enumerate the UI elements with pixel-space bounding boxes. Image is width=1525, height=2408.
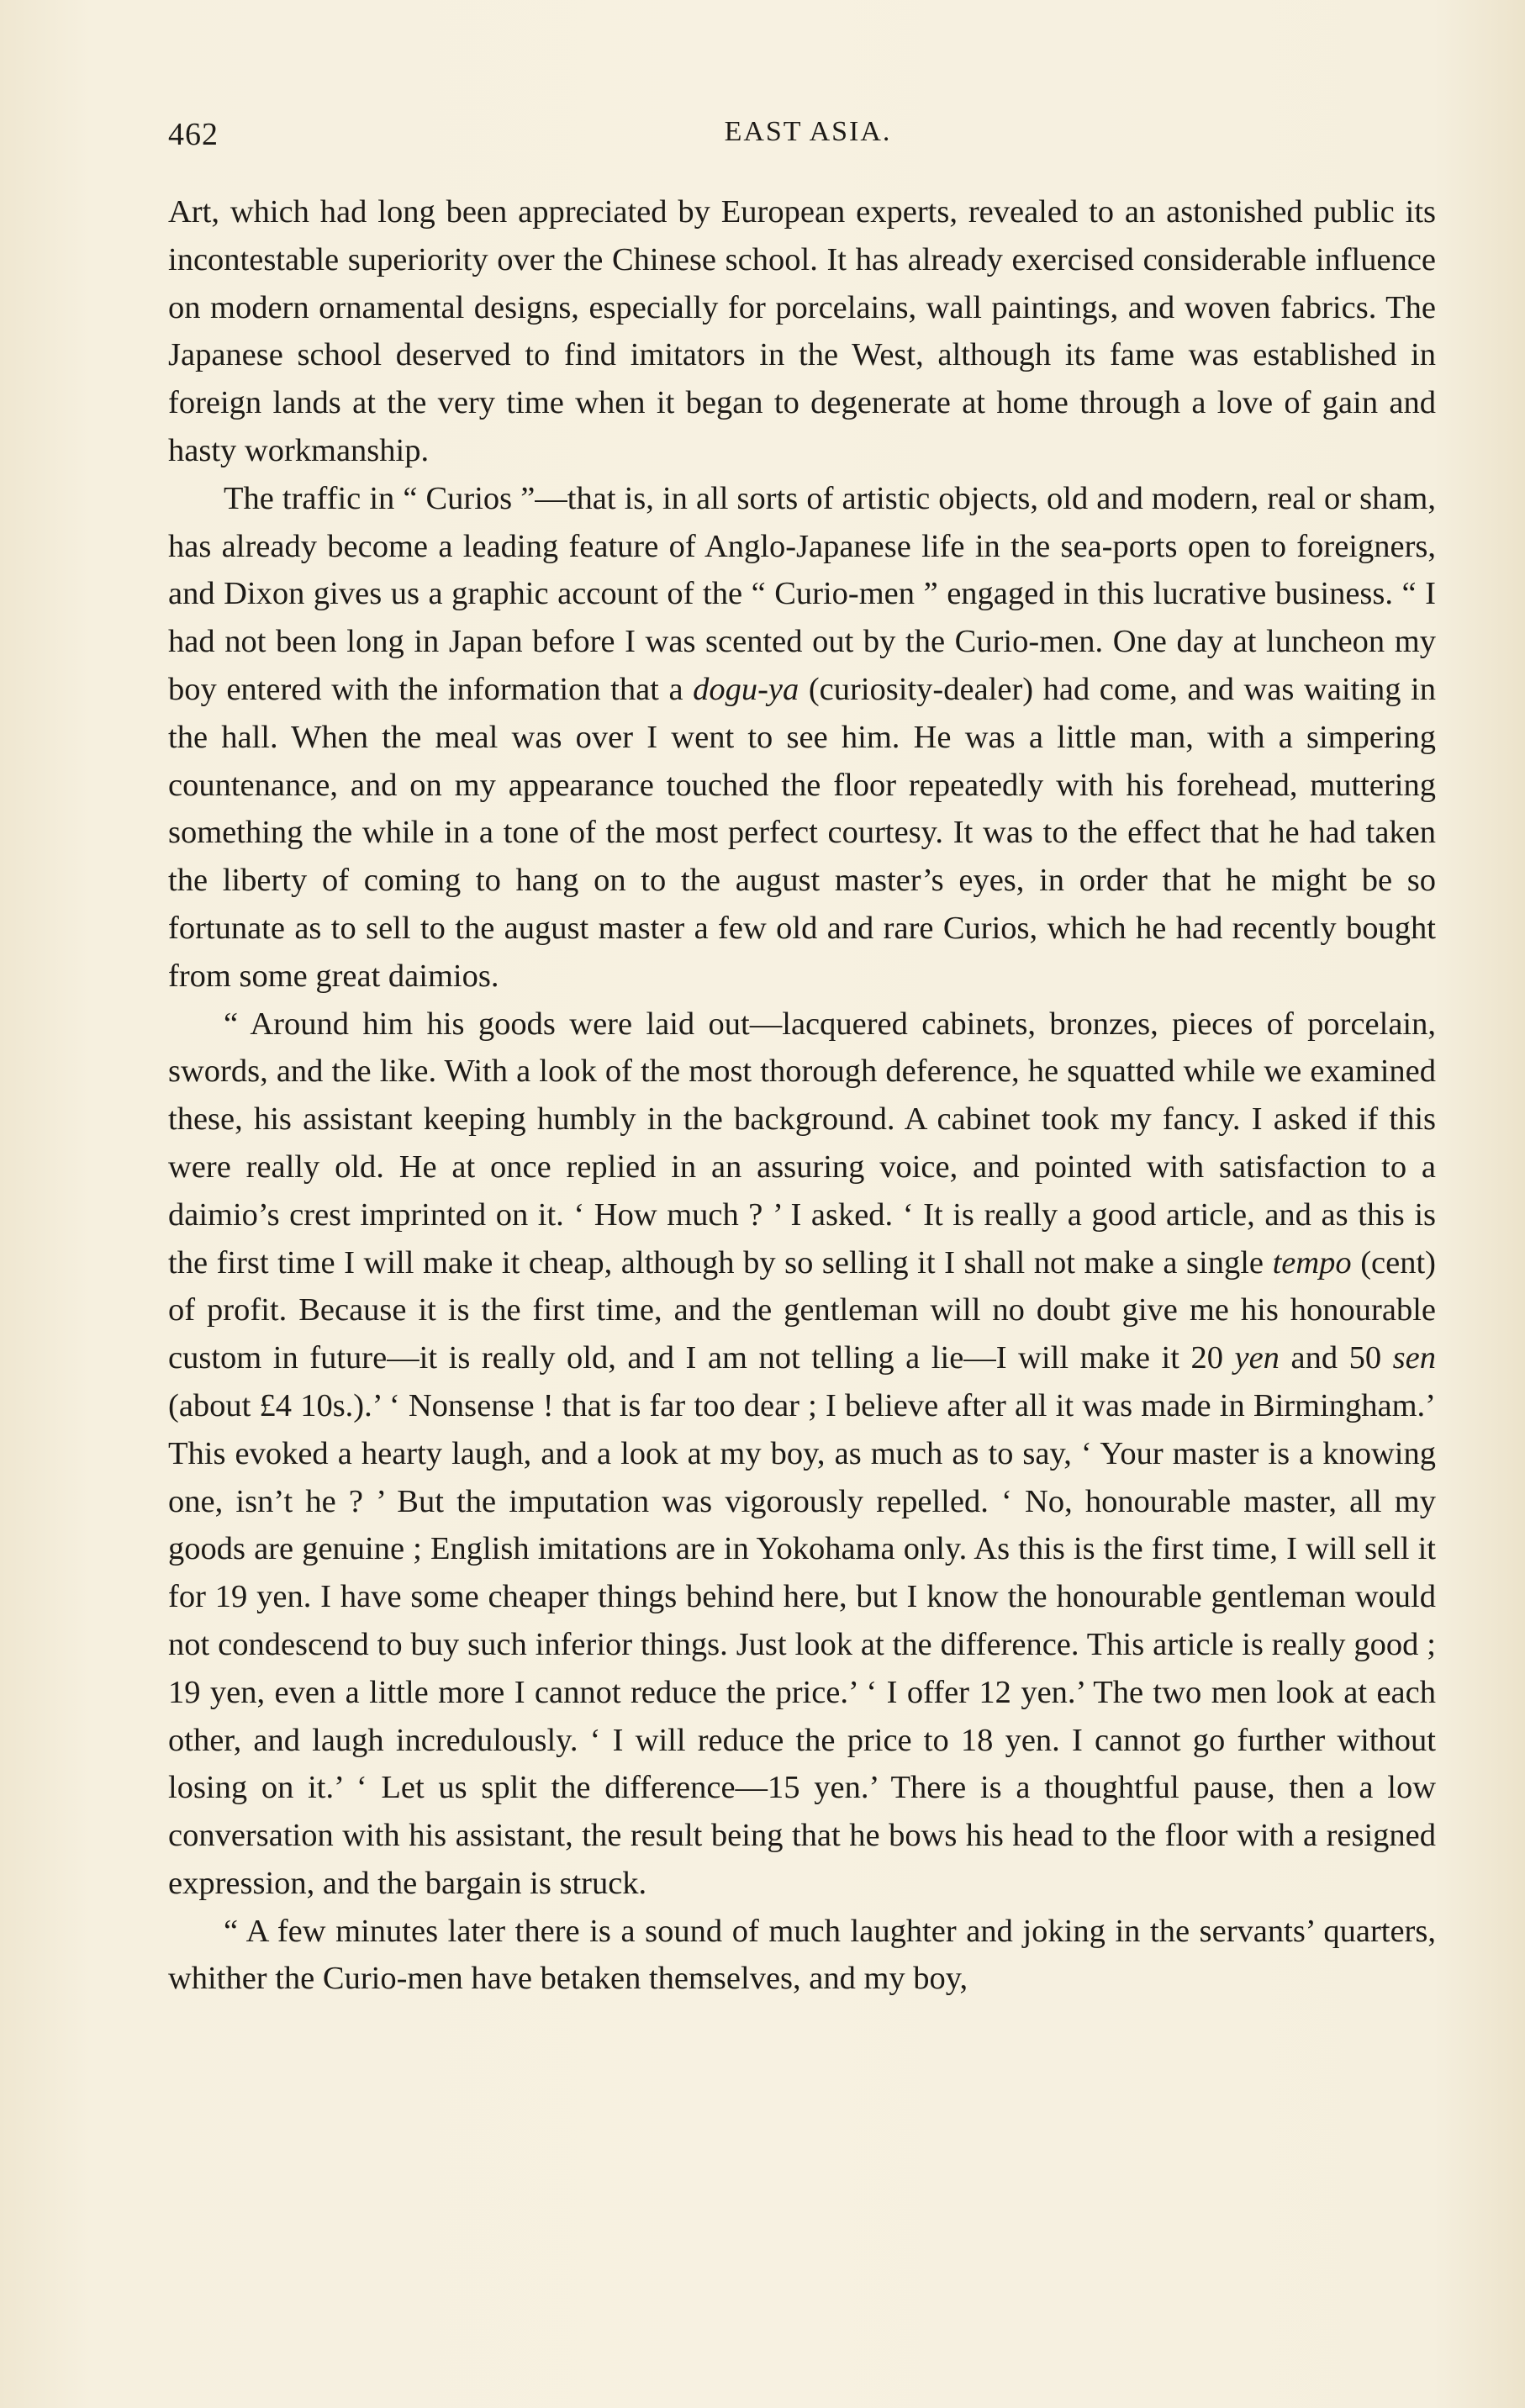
page-header	[168, 116, 1448, 158]
paragraph-text: (cent) of profit. Because it is the first time, and the gentleman will no doubt give me his honourable custom in future—it is really old, and I am not telling a lie—I will make it 20	[168, 1244, 1436, 1376]
paragraph-4	[168, 1908, 1436, 2004]
paragraph-text: (curiosity-dealer) had come, and was waiting in the hall. When the meal was over I went to see him. He was a little man, with a simpering countenance, and on my appearance touched the floor repeatedly with his forehead, muttering something the while in a tone of the most perfect courtesy. It was to the effect that he had taken the liberty of coming to hang on to the august master’s eyes, in order that he might be so fortunate as to sell to the august master a few old and rare Curios, which he had recently bought from some great daimios.	[168, 671, 1436, 994]
paragraph-text: (about £4 10s.).’ ‘ Nonsense ! that is far too dear ; I believe after all it was made in Birmingham.’ This evoked a hearty laugh, and a look at my boy, as much as to say, ‘ Your master is a knowing one, isn’t he ? ’ But the imputation was vigorously repelled. ‘ No, honourable master, all my goods are genuine ; English imitations are in Yokohama only. As this is the first time, I will sell it for 19 yen. I have some cheaper things behind here, but I know the honourable gentleman would not condescend to buy such inferior things. Just look at the difference. This article is really good ; 19 yen, even a little more I cannot reduce the price.’ ‘ I offer 12 yen.’ The two men look at each other, and laugh incredulously. ‘ I will reduce the price to 18 yen. I cannot go further without losing on it.’ ‘ Let us split the difference—15 yen.’ There is a thoughtful pause, then a low conversation with his assistant, the result being that he bows his head to the floor with a resigned expression, and the bargain is struck.	[168, 1387, 1436, 1901]
paragraph-text: Art, which had long been appreciated by European experts, revealed to an astonished public its incontestable superiority over the Chinese school. It has already exercised considerable influence on modern ornamental designs, especially for porcelains, wall paintings, and woven fabrics. The Japanese school deserved to find imitators in the West, although its fame was established in foreign lands at the very time when it began to degenerate at home through a love of gain and hasty workmanship.	[168, 194, 1436, 468]
italic-term: sen	[1392, 1340, 1436, 1376]
paragraph-3	[168, 1001, 1436, 1908]
paragraph-text: and 50	[1279, 1340, 1393, 1376]
running-head: EAST ASIA.	[724, 116, 892, 147]
italic-term: yen	[1234, 1340, 1280, 1376]
paragraph-text: The traffic in “ Curios ”—that is, in all sorts of artistic objects, old and modern, real or sham, has already become a leading feature of Anglo-Japanese life in the sea-ports open to foreigners, and Dixon gives us a graphic account of the “ Curio-men ” engaged in this lucrative business. “ I had not been long in Japan before I was scented out by the Curio-men. One day at luncheon my boy entered with the information that a	[168, 480, 1436, 707]
paragraph-text: “ Around him his goods were laid out—lacquered cabinets, bronzes, pieces of porcelain, swords, and the like. With a look of the most thorough deference, he squatted while we examined these, his assistant keeping humbly in the background. A cabinet took my fancy. I asked if this were really old. He at once replied in an assuring voice, and pointed with satisfaction to a daimio’s crest imprinted on it. ‘ How much ? ’ I asked. ‘ It is really a good article, and as this is the first time I will make it cheap, although by so selling it I shall not make a single	[168, 1006, 1436, 1281]
body-text	[168, 188, 1436, 2003]
paragraph-1	[168, 188, 1436, 475]
paragraph-text: “ A few minutes later there is a sound of much laughter and joking in the servants’ quarters, whither the Curio-men have betaken themselves, and my boy,	[168, 1913, 1436, 1997]
paragraph-2	[168, 475, 1436, 1001]
page-number: 462	[168, 117, 219, 152]
italic-term: dogu-ya	[693, 671, 799, 707]
italic-term: tempo	[1272, 1244, 1352, 1281]
